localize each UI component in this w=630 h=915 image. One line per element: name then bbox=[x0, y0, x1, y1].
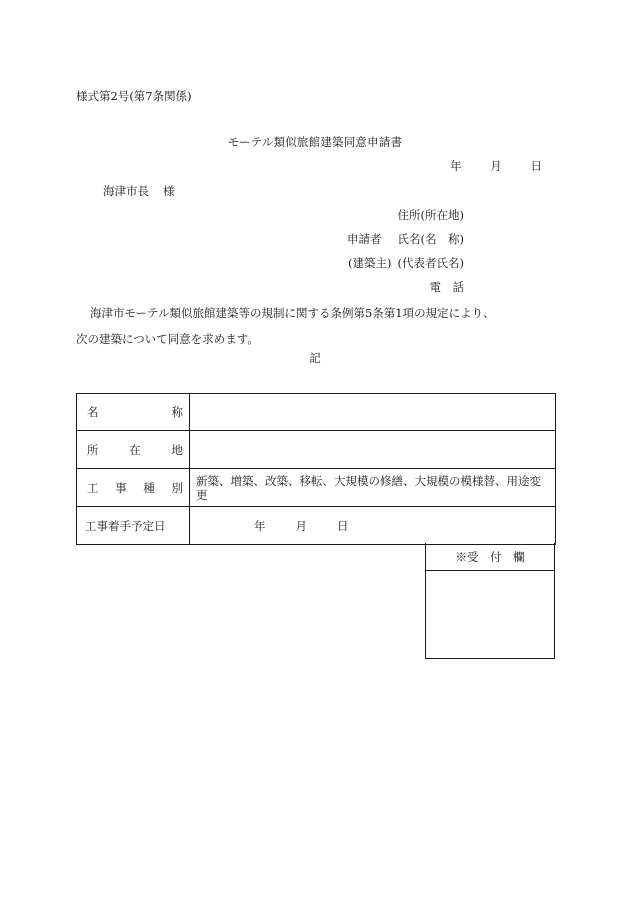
work-type-options: 新築、増築、改築、移転、大規模の修繕、大規模の模様替、用途変更 bbox=[196, 473, 541, 502]
receipt-label: ※受 付 欄 bbox=[455, 549, 525, 564]
work-type-label-char: 種 bbox=[143, 480, 155, 495]
addressee-name: 海津市長 bbox=[103, 184, 149, 198]
addressee bbox=[103, 183, 175, 199]
receipt-box bbox=[425, 543, 555, 659]
table-row-work-type bbox=[77, 469, 556, 507]
ki-heading: 記 bbox=[309, 351, 321, 365]
start-date-value-field[interactable] bbox=[190, 507, 556, 545]
location-label-cell bbox=[77, 431, 190, 469]
applicant-owner-row bbox=[348, 255, 464, 271]
address-label: 住所(所在地) bbox=[397, 208, 464, 222]
start-date-month: 月 bbox=[295, 518, 307, 533]
document-title: モーテル類似旅館建築同意申請書 bbox=[227, 135, 403, 149]
table-row-location bbox=[77, 431, 556, 469]
addressee-honorific: 様 bbox=[163, 184, 175, 198]
name-label: 氏名(名 称) bbox=[397, 232, 464, 246]
application-table bbox=[76, 393, 556, 545]
location-label-char: 所 bbox=[87, 442, 99, 457]
table-row-name bbox=[77, 394, 556, 431]
name-label-char: 称 bbox=[171, 405, 183, 419]
applicant-phone-row bbox=[430, 279, 465, 295]
body-paragraph-2: 次の建築について同意を求めます。 bbox=[76, 332, 259, 346]
location-label-char: 在 bbox=[129, 442, 141, 457]
date-month: 月 bbox=[490, 159, 502, 173]
location-label-char: 地 bbox=[171, 442, 183, 457]
request-body bbox=[76, 300, 556, 352]
name-label-cell bbox=[77, 394, 190, 431]
name-value-field[interactable] bbox=[190, 394, 556, 431]
applicant-address-row bbox=[398, 207, 464, 223]
location-value-field[interactable] bbox=[190, 431, 556, 469]
start-date-label-cell bbox=[77, 507, 190, 545]
start-date-day: 日 bbox=[337, 518, 349, 533]
applicant-name-row bbox=[347, 231, 464, 247]
table-row-start-date bbox=[77, 507, 556, 545]
body-paragraph-1: 海津市モーテル類似旅館建築等の規制に関する条例第5条第1項の規定により、 bbox=[90, 306, 495, 320]
name-label-char: 名 bbox=[87, 405, 99, 419]
date-line bbox=[450, 158, 542, 174]
representative-label: (代表者氏名) bbox=[397, 256, 464, 270]
work-type-value bbox=[190, 469, 556, 507]
form-number: 様式第2号(第7条関係) bbox=[76, 89, 192, 103]
phone-label: 電 話 bbox=[429, 280, 464, 294]
start-date-year: 年 bbox=[254, 518, 266, 533]
start-date-placeholders bbox=[196, 518, 549, 534]
start-date-label: 工事着手予定日 bbox=[85, 518, 166, 533]
applicant-label: 申請者 bbox=[347, 232, 382, 246]
work-type-label-char: 工 bbox=[87, 480, 99, 495]
work-type-label-char: 事 bbox=[115, 480, 127, 495]
owner-label: (建築主) bbox=[348, 256, 392, 270]
work-type-label-cell bbox=[77, 469, 190, 507]
receipt-header bbox=[426, 543, 554, 571]
date-day: 日 bbox=[530, 159, 542, 173]
date-year: 年 bbox=[450, 159, 462, 173]
work-type-label-char: 別 bbox=[171, 480, 183, 495]
